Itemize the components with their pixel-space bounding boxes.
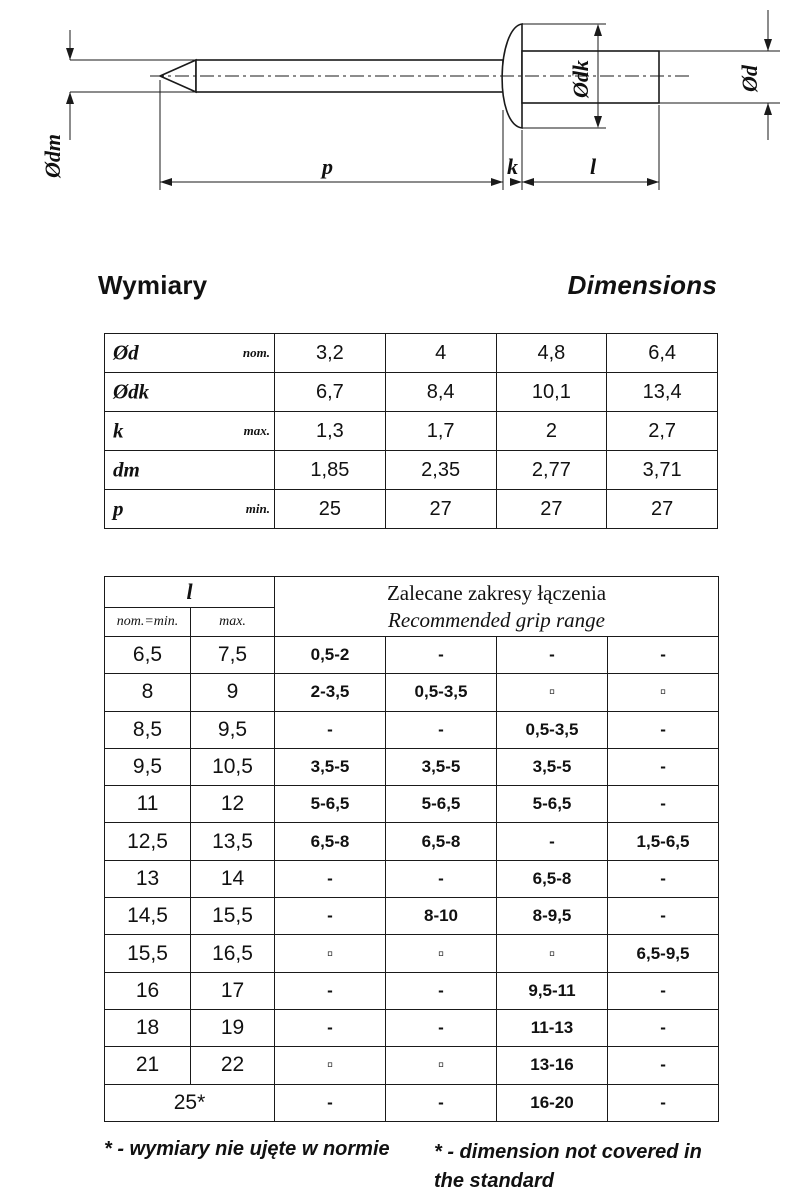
length-nom-cell: 13 <box>105 860 191 897</box>
dimension-value: 2,35 <box>385 451 496 490</box>
title-english: Dimensions <box>567 270 717 300</box>
length-nom-cell: 15,5 <box>105 935 191 972</box>
grip-range-cell: 0,5-2 <box>275 637 386 674</box>
grip-range-cell: 13-16 <box>497 1047 608 1084</box>
grip-range-cell: ▫ <box>497 935 608 972</box>
grip-range-cell: 5-6,5 <box>275 786 386 823</box>
length-nom-cell: 18 <box>105 1009 191 1046</box>
dimension-value: 6,4 <box>607 334 718 373</box>
dimension-label-cell <box>105 451 275 490</box>
dimension-symbol: dm <box>113 457 140 482</box>
footnote-polish: * - wymiary nie ujęte w normie <box>104 1138 390 1160</box>
grip-range-cell: - <box>275 972 386 1009</box>
length-nom-cell: 8 <box>105 674 191 711</box>
dimension-value: 2,7 <box>607 412 718 451</box>
dimension-value: 2 <box>496 412 607 451</box>
length-max-cell: 12 <box>191 786 275 823</box>
dimension-label-cell <box>105 334 275 373</box>
grip-range-cell: - <box>608 786 719 823</box>
grip-range-cell: 3,5-5 <box>386 748 497 785</box>
grip-row <box>105 1009 719 1046</box>
label-dm: Ødm <box>40 134 65 178</box>
length-max-cell: 17 <box>191 972 275 1009</box>
grip-range-cell: 6,5-8 <box>386 823 497 860</box>
grip-range-cell: - <box>608 860 719 897</box>
dimension-value: 4,8 <box>496 334 607 373</box>
length-nom-cell: 14,5 <box>105 898 191 935</box>
dimension-note: max. <box>243 423 270 438</box>
grip-range-cell: 6,5-8 <box>497 860 608 897</box>
label-l: l <box>590 154 597 179</box>
dimension-value: 27 <box>607 490 718 529</box>
grip-range-cell: 5-6,5 <box>497 786 608 823</box>
label-k: k <box>507 154 518 179</box>
grip-row <box>105 711 719 748</box>
grip-range-cell: 1,5-6,5 <box>608 823 719 860</box>
grip-range-cell: - <box>608 898 719 935</box>
length-nom-cell: 16 <box>105 972 191 1009</box>
grip-range-cell: - <box>608 972 719 1009</box>
grip-range-table <box>104 576 719 1122</box>
dimension-value: 2,77 <box>496 451 607 490</box>
dimension-symbol: Ød <box>113 340 139 365</box>
length-nom-cell: 21 <box>105 1047 191 1084</box>
header-length-symbol: l <box>105 577 275 608</box>
label-p: p <box>322 154 333 179</box>
header-grip-range <box>275 577 719 637</box>
grip-range-cell: - <box>608 711 719 748</box>
grip-range-cell: 11-13 <box>497 1009 608 1046</box>
length-max-cell: 9,5 <box>191 711 275 748</box>
grip-row <box>105 898 719 935</box>
grip-row <box>105 972 719 1009</box>
dimension-value: 6,7 <box>275 373 386 412</box>
dimension-row <box>105 373 718 412</box>
grip-row <box>105 1047 719 1084</box>
grip-range-cell: 0,5-3,5 <box>386 674 497 711</box>
header-max: max. <box>191 608 275 637</box>
dimension-symbol: Ødk <box>113 379 150 404</box>
dimension-value: 25 <box>275 490 386 529</box>
grip-range-cell: - <box>608 1084 719 1121</box>
grip-range-cell: 3,5-5 <box>275 748 386 785</box>
grip-range-cell: - <box>386 1009 497 1046</box>
grip-range-cell: - <box>386 1084 497 1121</box>
title-polish: Wymiary <box>98 270 208 300</box>
length-max-cell: 9 <box>191 674 275 711</box>
grip-range-cell: ▫ <box>497 674 608 711</box>
dimension-value: 3,71 <box>607 451 718 490</box>
length-nom-cell: 11 <box>105 786 191 823</box>
length-max-cell: 10,5 <box>191 748 275 785</box>
grip-range-cell: 9,5-11 <box>497 972 608 1009</box>
grip-range-cell: - <box>386 711 497 748</box>
dimension-value: 4 <box>385 334 496 373</box>
grip-range-cell: - <box>275 860 386 897</box>
length-max-cell: 22 <box>191 1047 275 1084</box>
grip-row <box>105 935 719 972</box>
grip-range-cell: - <box>275 711 386 748</box>
length-max-cell: 19 <box>191 1009 275 1046</box>
grip-range-cell: 3,5-5 <box>497 748 608 785</box>
grip-range-cell: - <box>386 860 497 897</box>
rivet-drawing <box>0 0 791 250</box>
grip-range-cell: ▫ <box>608 674 719 711</box>
grip-range-cell: 2-3,5 <box>275 674 386 711</box>
dimension-note: nom. <box>242 345 270 360</box>
grip-range-cell: - <box>275 898 386 935</box>
grip-range-cell: - <box>497 637 608 674</box>
grip-range-cell: 5-6,5 <box>386 786 497 823</box>
grip-range-cell: - <box>608 1047 719 1084</box>
length-max-cell: 15,5 <box>191 898 275 935</box>
footnote-english: * - dimension not covered in the standard <box>434 1141 702 1192</box>
length-max-cell: 16,5 <box>191 935 275 972</box>
dimension-value: 10,1 <box>496 373 607 412</box>
grip-range-cell: ▫ <box>386 935 497 972</box>
grip-range-cell: ▫ <box>386 1047 497 1084</box>
dimension-value: 1,7 <box>385 412 496 451</box>
dimension-symbol: k <box>113 418 124 443</box>
length-nom-cell: 25* <box>105 1084 275 1121</box>
grip-range-cell: - <box>386 637 497 674</box>
header-grip-title-polish: Zalecane zakresy łączenia <box>386 580 607 605</box>
header-nom-min: nom.=min. <box>105 608 191 637</box>
dimension-label-cell <box>105 373 275 412</box>
grip-row <box>105 1084 719 1121</box>
grip-range-cell: 6,5-9,5 <box>608 935 719 972</box>
length-nom-cell: 8,5 <box>105 711 191 748</box>
grip-range-cell: - <box>275 1009 386 1046</box>
grip-row <box>105 860 719 897</box>
grip-range-cell: - <box>386 972 497 1009</box>
grip-range-cell: 16-20 <box>497 1084 608 1121</box>
grip-range-cell: 8-10 <box>386 898 497 935</box>
dimension-value: 27 <box>385 490 496 529</box>
dimension-symbol: p <box>113 496 124 521</box>
grip-range-cell: - <box>608 637 719 674</box>
grip-range-cell: - <box>275 1084 386 1121</box>
length-nom-cell: 6,5 <box>105 637 191 674</box>
grip-range-cell: ▫ <box>275 935 386 972</box>
grip-range-cell: ▫ <box>275 1047 386 1084</box>
dimension-value: 8,4 <box>385 373 496 412</box>
grip-row <box>105 823 719 860</box>
grip-row <box>105 786 719 823</box>
grip-range-cell: 0,5-3,5 <box>497 711 608 748</box>
grip-range-cell: 8-9,5 <box>497 898 608 935</box>
dimension-row <box>105 490 718 529</box>
length-nom-cell: 12,5 <box>105 823 191 860</box>
grip-row <box>105 748 719 785</box>
dimension-note: min. <box>245 501 270 516</box>
dimension-value: 27 <box>496 490 607 529</box>
grip-row <box>105 637 719 674</box>
dimension-row <box>105 412 718 451</box>
dimensions-table <box>104 333 718 529</box>
dimension-value: 13,4 <box>607 373 718 412</box>
grip-range-cell: - <box>608 748 719 785</box>
dimension-label-cell <box>105 412 275 451</box>
grip-range-cell: - <box>608 1009 719 1046</box>
length-max-cell: 7,5 <box>191 637 275 674</box>
dimension-row <box>105 334 718 373</box>
label-d: Ød <box>737 65 762 92</box>
dimension-value: 1,3 <box>275 412 386 451</box>
dimension-value: 1,85 <box>275 451 386 490</box>
dimension-value: 3,2 <box>275 334 386 373</box>
grip-range-cell: 6,5-8 <box>275 823 386 860</box>
dimension-label-cell <box>105 490 275 529</box>
length-max-cell: 14 <box>191 860 275 897</box>
dimension-row <box>105 451 718 490</box>
header-grip-title-english: Recommended grip range <box>388 607 605 632</box>
length-nom-cell: 9,5 <box>105 748 191 785</box>
grip-range-cell: - <box>497 823 608 860</box>
length-max-cell: 13,5 <box>191 823 275 860</box>
grip-row <box>105 674 719 711</box>
label-dk: Ødk <box>568 60 593 98</box>
